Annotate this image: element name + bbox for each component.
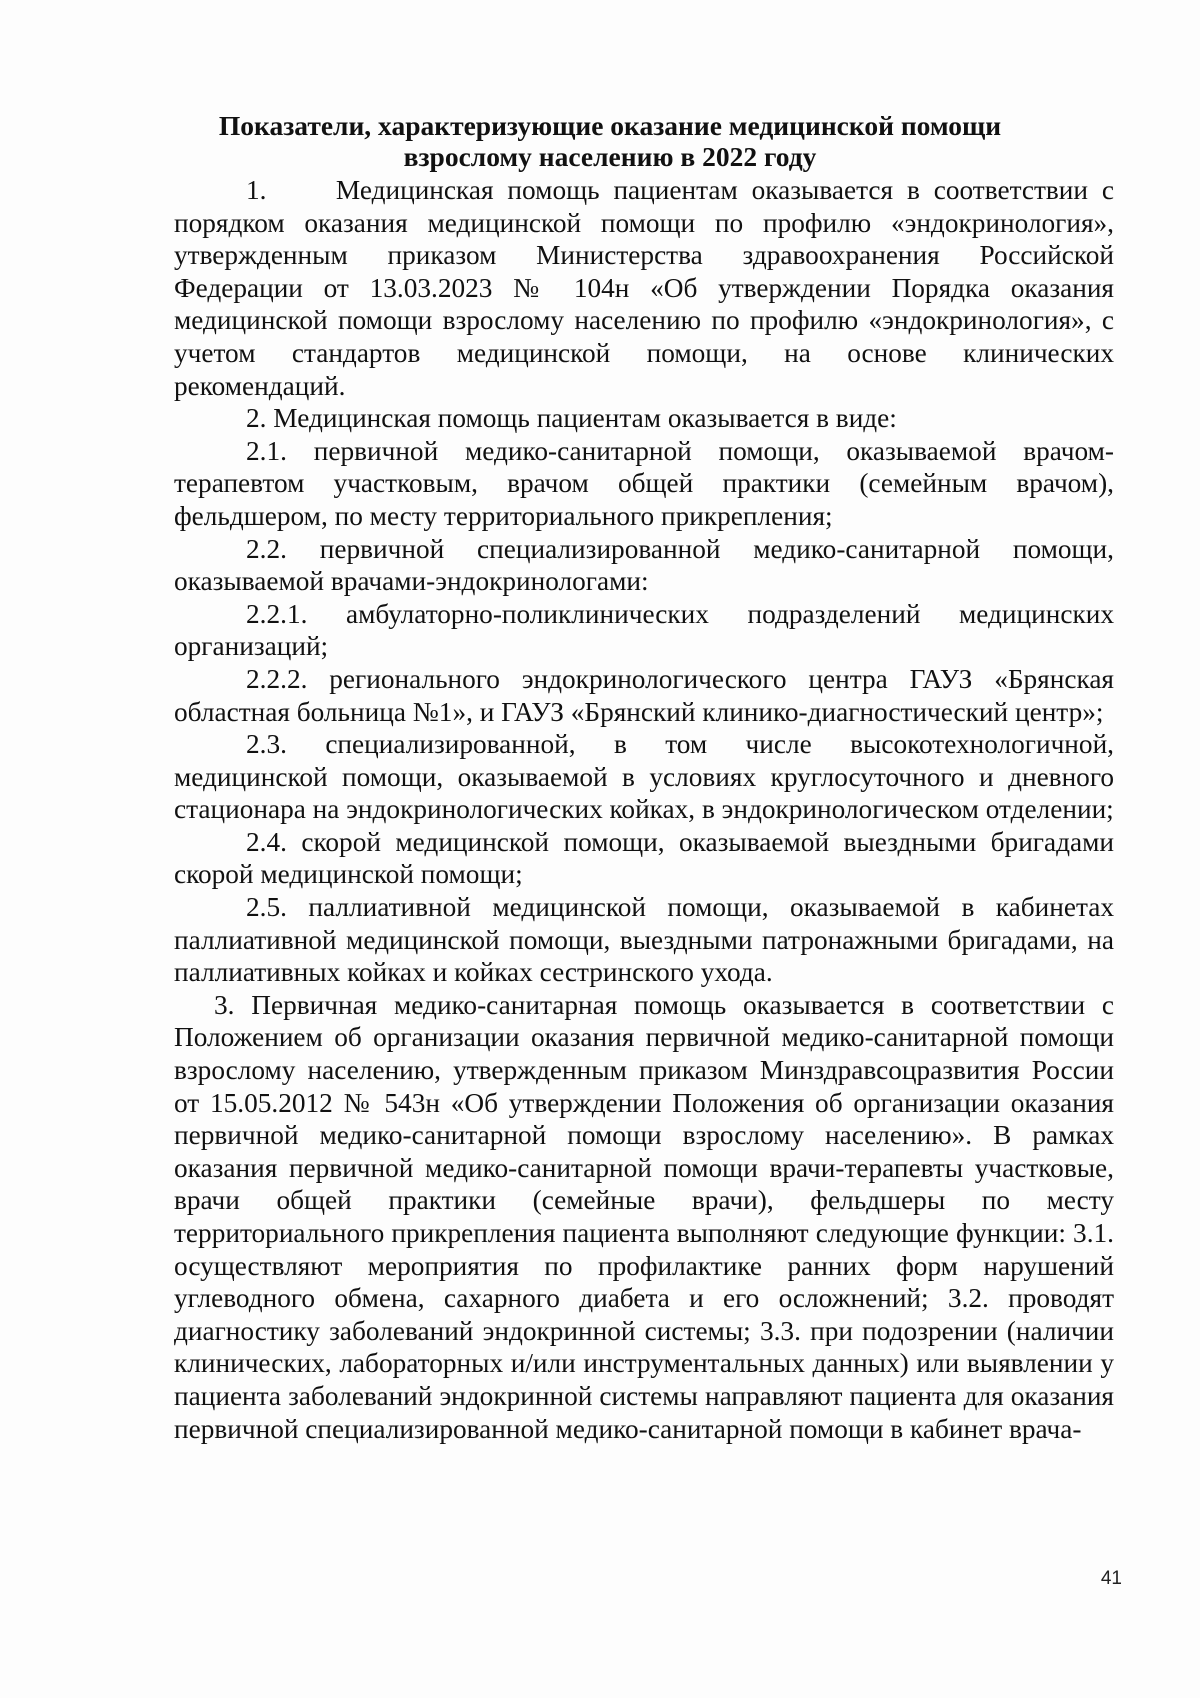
paragraph-2-2-2: 2.2.2. регионального эндокринологического центра ГАУЗ «Брянская областная больница №1», и ГАУЗ «Брянский клинико-диагностический центр»; — [174, 663, 1114, 727]
paragraph-2-2: 2.2. первичной специализированной медико-санитарной помощи, оказываемой врачами-эндокринологами: — [174, 533, 1114, 597]
paragraph-2: 2. Медицинская помощь пациентам оказывается в виде: — [246, 403, 897, 434]
document-title — [160, 110, 1060, 172]
paragraph-1: 1. Медицинская помощь пациентам оказывается в соответствии с порядком оказания медицинской помощи по профилю «эндокринология», утвержденным приказом Министерства здравоохранения Российской Федерации от 13.03.2023 № 104н «Об утверждении Порядка оказания медицинской помощи взрослому населению по профилю «эндокринология», с учетом стандартов медицинской помощи, на основе клинических рекомендаций. — [174, 175, 1114, 401]
paragraph-2-3: 2.3. специализированной, в том числе высокотехнологичной, медицинской помощи, оказываемой в условиях круглосуточного и дневного стационара на эндокринологических койках, в эндокринологическом отделении; — [174, 729, 1114, 825]
title-line-2: взрослому населению в 2022 году — [403, 141, 817, 172]
document-body — [174, 174, 1114, 1445]
paragraph-2-5: 2.5. паллиативной медицинской помощи, оказываемой в кабинетах паллиативной медицинской помощи, выездными патронажными бригадами, на паллиативных койках и койках сестринского ухода. — [174, 892, 1114, 988]
paragraph-2-2-1: 2.2.1. амбулаторно-поликлинических подразделений медицинских организаций; — [174, 598, 1114, 662]
paragraph-2-4: 2.4. скорой медицинской помощи, оказываемой выездными бригадами скорой медицинской помощи; — [174, 826, 1114, 890]
paragraph-2-1: 2.1. первичной медико-санитарной помощи, оказываемой врачом-терапевтом участковым, врачом общей практики (семейным врачом), фельдшером, по месту территориального прикрепления; — [174, 435, 1114, 531]
page-number: 41 — [1100, 1568, 1122, 1589]
title-line-1: Показатели, характеризующие оказание медицинской помощи — [218, 110, 1002, 141]
paragraph-3: 3. Первичная медико-санитарная помощь оказывается в соответствии с Положением об организации оказания первичной медико-санитарной помощи взрослому населению, утвержденным приказом Минздравсоцразвития России от 15.05.2012 № 543н «Об утверждении Положения об организации оказания первичной медико-санитарной помощи взрослому населению». В рамках оказания первичной медико-санитарной помощи врачи-терапевты участковые, врачи общей практики (семейные врачи), фельдшеры по месту территориального прикрепления пациента выполняют следующие функции: 3.1. осуществляют мероприятия по профилактике ранних форм нарушений углеводного обмена, сахарного диабета и его осложнений; 3.2. проводят диагностику заболеваний эндокринной системы; 3.3. при подозрении (наличии клинических, лабораторных и/или инструментальных данных) или выявлении у пациента заболеваний эндокринной системы направляют пациента для оказания первичной специализированной медико-санитарной помощи в кабинет врача- — [174, 989, 1114, 1444]
